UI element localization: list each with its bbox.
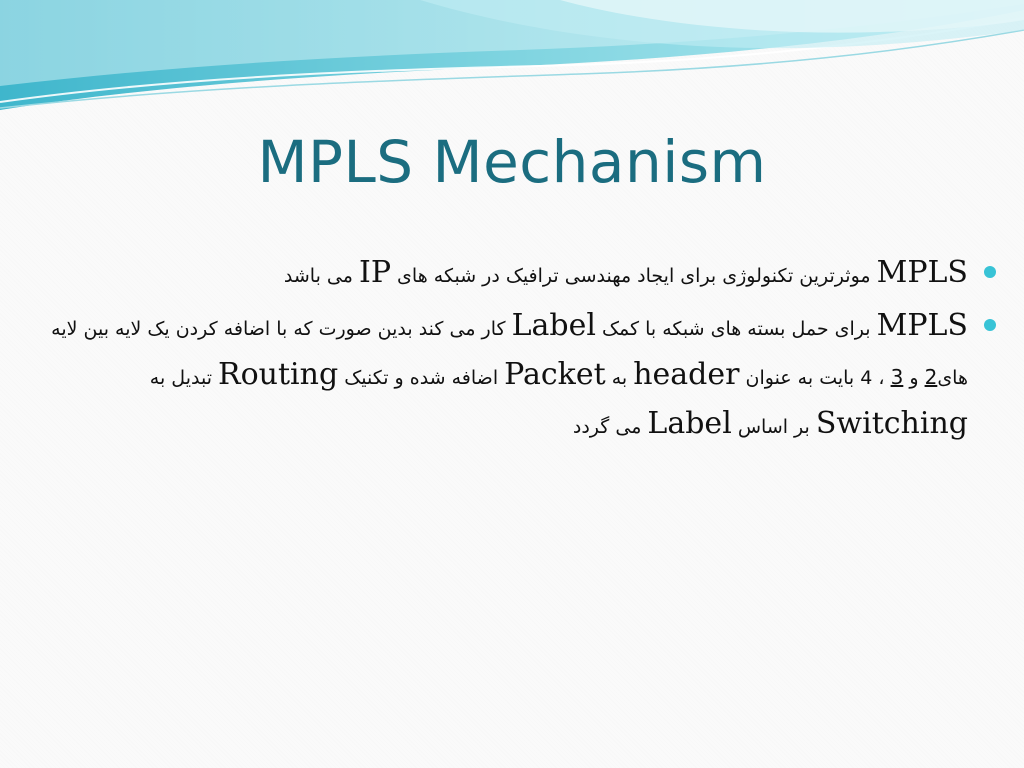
bullet-text-latin: MPLS xyxy=(876,308,968,343)
bullet-text-number: 2 xyxy=(924,365,938,389)
bullet-icon xyxy=(984,266,996,278)
bullet-text: می گردد xyxy=(572,416,648,438)
bullet-text-latin: Switching xyxy=(815,406,968,441)
bullet-icon xyxy=(984,319,996,331)
header-wave-decoration xyxy=(0,0,1024,130)
bullet-text-latin: header xyxy=(633,357,740,392)
bullet-text: کار می کند بدین صورت که با اضافه کردن یک لایه بین لایه های xyxy=(51,318,968,389)
bullet-text-latin: MPLS xyxy=(876,255,968,290)
bullet-text: ، 4 بایت به عنوان xyxy=(739,367,891,389)
bullet-text-latin: Routing xyxy=(218,357,339,392)
bullet-item xyxy=(36,303,968,450)
bullet-text-latin: IP xyxy=(358,255,392,290)
bullet-text: اضافه شده و تکنیک xyxy=(338,367,505,389)
bullet-text-latin: Label xyxy=(647,406,732,441)
bullet-list xyxy=(36,250,968,454)
bullet-text: برای حمل بسته های شبکه با کمک xyxy=(595,318,877,340)
bullet-text: و xyxy=(903,367,925,389)
bullet-text: تبدیل به xyxy=(149,367,219,389)
bullet-text-number: 3 xyxy=(890,365,904,389)
slide-title: MPLS Mechanism xyxy=(257,128,767,196)
bullet-text: می باشد xyxy=(283,265,359,287)
bullet-text-latin: Label xyxy=(511,308,596,343)
bullet-text: بر اساس xyxy=(731,416,816,438)
bullet-text: به xyxy=(605,367,634,389)
bullet-text: موثرترین تکنولوژی برای ایجاد مهندسی ترافیک در شبکه های xyxy=(391,265,877,287)
bullet-item xyxy=(36,250,968,299)
bullet-text-latin: Packet xyxy=(504,357,606,392)
